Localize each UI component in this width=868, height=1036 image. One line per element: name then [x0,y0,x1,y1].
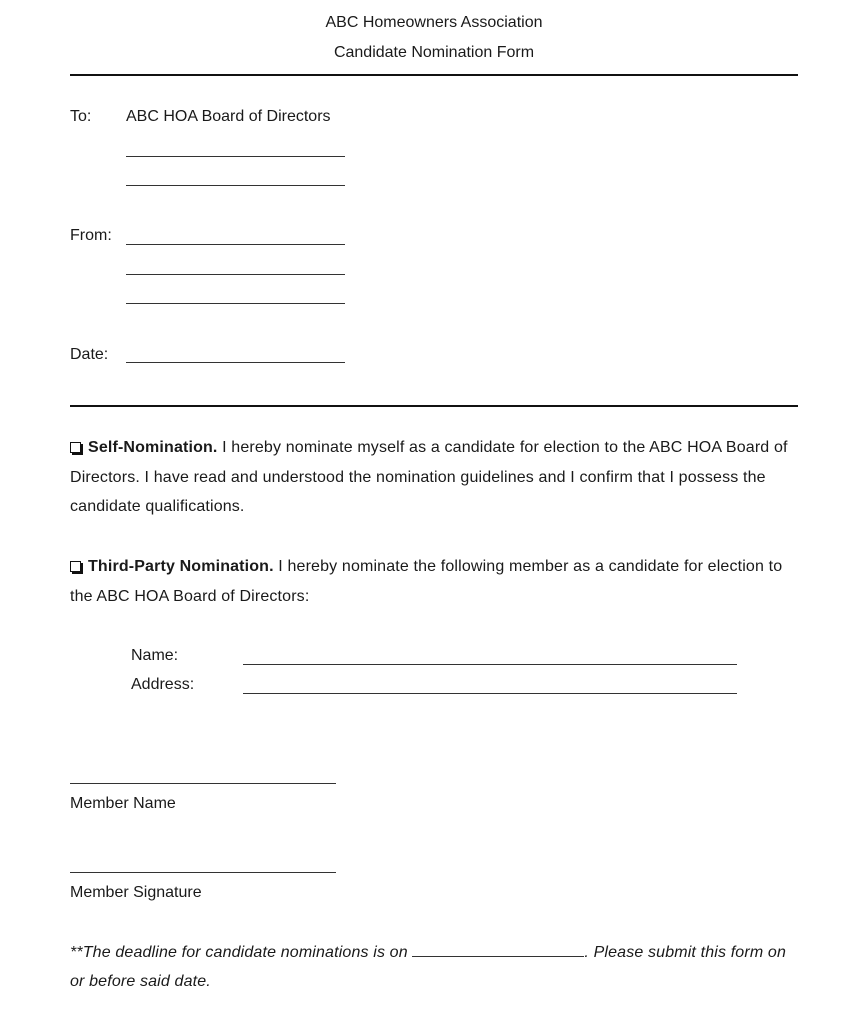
address-label: Address: [131,676,195,693]
member-name-line[interactable] [70,783,336,784]
name-label: Name: [131,647,179,664]
to-line-2[interactable] [126,185,345,186]
deadline-note [70,938,798,996]
checkbox-icon[interactable] [70,442,81,453]
from-line-2[interactable] [126,274,345,275]
deadline-text-before: **The deadline for candidate nominations is on [70,944,413,961]
middle-divider [70,405,798,407]
from-line-1[interactable] [126,244,345,245]
member-name-label: Member Name [70,795,176,812]
address-line[interactable] [243,693,737,694]
organization-name: ABC Homeowners Association [325,14,543,31]
name-line[interactable] [243,664,737,665]
deadline-date-line[interactable] [412,944,584,957]
third-party-title: Third-Party Nomination. [88,558,274,575]
member-signature-line[interactable] [70,872,336,873]
self-nomination-text: I hereby nominate myself as a candidate for election to the ABC HOA Board of Directors. I have read and understood the nomination guidelines and I confirm that I possess the candidate qualifications. [70,439,788,515]
date-line[interactable] [126,362,345,363]
top-divider [70,74,798,76]
form-title: Candidate Nomination Form [333,44,535,61]
to-label: To: [70,108,92,125]
to-line-1[interactable] [126,156,345,157]
from-line-3[interactable] [126,303,345,304]
member-signature-label: Member Signature [70,884,202,901]
deadline-text-after: . Please submit this form on or before said date. [70,944,787,990]
third-party-paragraph [70,552,798,611]
third-party-text: I hereby nominate the following member as a candidate for election to the ABC HOA Board of Directors: [70,558,783,605]
date-label: Date: [70,346,109,363]
from-label: From: [70,227,112,244]
to-value: ABC HOA Board of Directors [126,108,331,125]
checkbox-icon[interactable] [70,561,81,572]
self-nomination-title: Self-Nomination. [88,439,218,456]
self-nomination-paragraph [70,433,798,522]
